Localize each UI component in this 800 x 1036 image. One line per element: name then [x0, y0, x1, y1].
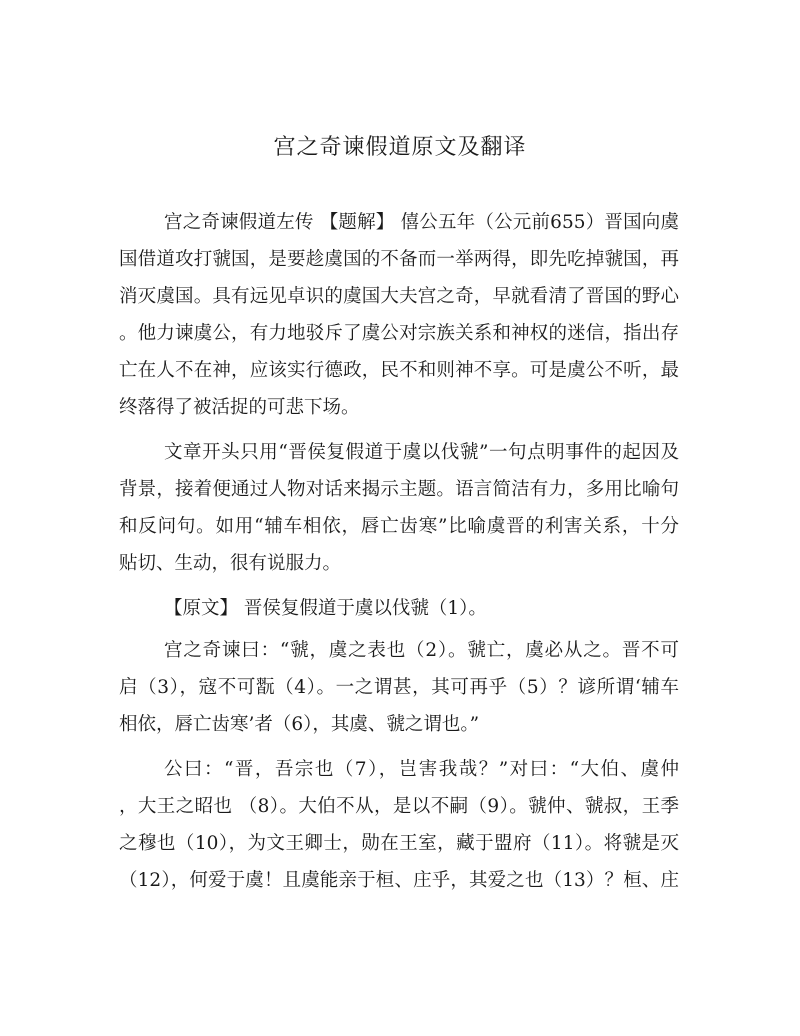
paragraph-line: 文章开头只用“晋侯复假道于虞以伐虢”一句点明事件的起因及 [164, 442, 679, 463]
paragraph-line: 之穆也（10），为文王卿士，勋在王室，藏于盟府（11）。将虢是灭 [119, 833, 679, 854]
document-title: 宫之奇谏假道原文及翻译 [273, 135, 527, 160]
paragraph-line: 【原文】 晋侯复假道于虞以伐虢（1）。 [164, 598, 487, 619]
paragraph-line: 终落得了被活捉的可悲下场。 [119, 397, 360, 418]
paragraph-line: 宫之奇谏曰：“虢，虞之表也（2）。虢亡，虞必从之。晋不可 [164, 640, 679, 661]
paragraph-line: 消灭虞国。具有远见卓识的虞国大夫宫之奇，早就看清了晋国的野心 [119, 286, 679, 307]
paragraph-line: 和反问句。如用“辅车相依，唇亡齿寒”比喻虞晋的利害关系，十分 [119, 516, 679, 537]
paragraph-line: 。他力谏虞公，有力地驳斥了虞公对宗族关系和神权的迷信，指出存 [119, 323, 679, 344]
paragraph-line: 相依，唇亡齿寒’者（6），其虞、虢之谓也。” [119, 714, 480, 735]
paragraph-line: ，大王之昭也 （8）。大伯不从，是以不嗣（9）。虢仲、虢叔，王季 [119, 796, 679, 817]
paragraph-line: （12），何爱于虞！且虞能亲于桓、庄乎，其爱之也（13）？桓、庄 [119, 870, 679, 891]
paragraph-line: 宫之奇谏假道左传 【题解】 僖公五年（公元前655）晋国向虞 [164, 212, 679, 233]
paragraph-line: 贴切、生动，很有说服力。 [119, 553, 342, 574]
paragraph-line: 背景，接着便通过人物对话来揭示主题。语言简洁有力，多用比喻句 [119, 479, 679, 500]
paragraph-line: 国借道攻打虢国，是要趁虞国的不备而一举两得，即先吃掉虢国，再 [119, 249, 679, 270]
paragraph-line: 亡在人不在神，应该实行德政，民不和则神不享。可是虞公不听，最 [119, 360, 679, 381]
paragraph-line: 公曰：“晋，吾宗也（7），岂害我哉？”对曰：“大伯、虞仲 [164, 759, 679, 780]
paragraph-line: 启（3），寇不可翫（4）。一之谓甚，其可再乎（5）？谚所谓‘辅车 [119, 677, 679, 698]
